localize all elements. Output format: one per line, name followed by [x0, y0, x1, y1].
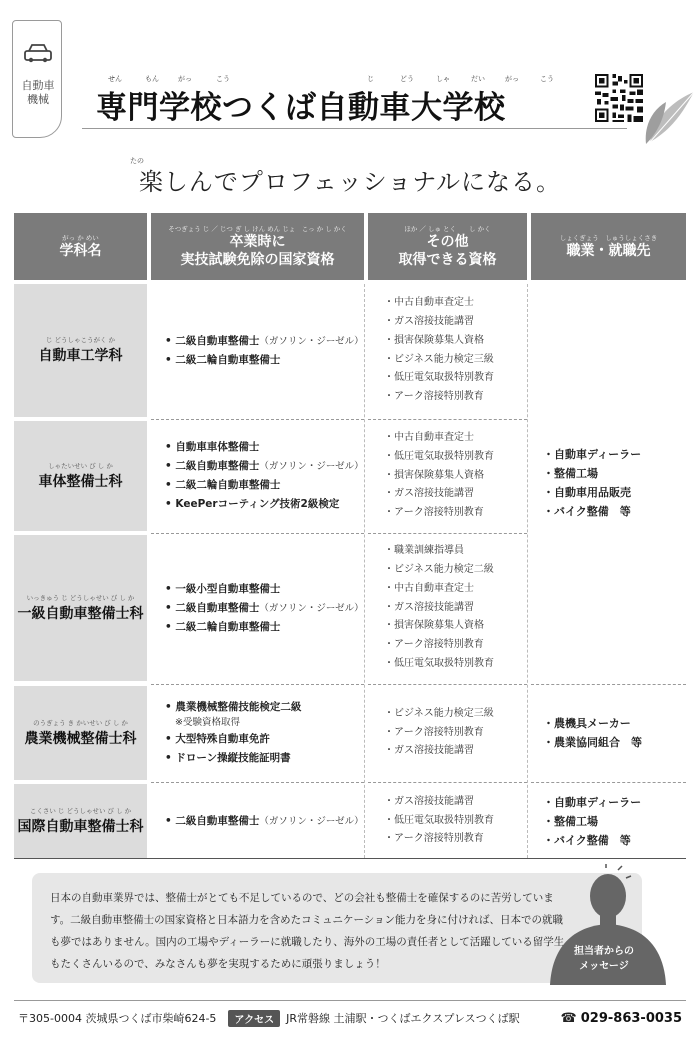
- license-item: • 二級二輪自動車整備士: [165, 620, 281, 633]
- department-name-cell: のうぎょう き かいせい び し か 農業機械整備士科: [14, 686, 147, 780]
- license-item: • 農業機械整備技能検定二級: [165, 700, 302, 713]
- qualification-item: ・ビジネス能力検定三級: [384, 707, 494, 719]
- license-note: ※受験資格取得: [175, 716, 240, 728]
- qualification-item: ・低圧電気取扱特別教育: [384, 450, 494, 462]
- qualification-item: ・職業訓練指導員: [384, 545, 464, 557]
- careers-cell: [531, 686, 686, 780]
- qualification-item: ・損害保険募集人資格: [384, 469, 484, 481]
- exempt-license-cell: [151, 686, 364, 780]
- footer-rule: [14, 1000, 686, 1001]
- license-item: • 二級二輪自動車整備士: [165, 479, 281, 491]
- footer: [18, 1008, 682, 1028]
- career-item: ・バイク整備 等: [543, 504, 631, 518]
- title-ruby: だい: [471, 75, 485, 83]
- careers-cell: [531, 784, 686, 858]
- title-ruby: こう: [216, 75, 230, 83]
- qr-code-icon[interactable]: [595, 74, 643, 122]
- career-item: ・農機具メーカー: [543, 717, 631, 730]
- access-tag: アクセス: [228, 1010, 280, 1027]
- license-item: • 二級自動車整備士（ガソリン・ジーゼル）: [165, 460, 364, 472]
- staff-message-badge: 担当者からの メッセージ: [574, 946, 634, 972]
- career-item: ・自動車ディーラー: [543, 447, 642, 461]
- license-item: • 二級自動車整備士（ガソリン・ジーゼル）: [165, 334, 364, 347]
- column-header-careers: しょくぎょう しゅうしょくさき 職業・就職先: [531, 213, 686, 280]
- title-ruby: もん: [145, 75, 159, 83]
- qualification-item: ・ガス溶接技能講習: [384, 315, 474, 327]
- title-ruby: こう: [540, 75, 554, 83]
- license-item: • 二級二輪自動車整備士: [165, 353, 281, 366]
- qualification-item: ・損害保険募集人資格: [384, 334, 484, 346]
- row-divider: [531, 782, 686, 783]
- career-item: ・自動車ディーラー: [543, 795, 642, 809]
- title-ruby: どう: [400, 75, 414, 83]
- career-item: ・整備工場: [543, 466, 598, 480]
- qualification-item: ・ビジネス能力検定三級: [384, 353, 494, 365]
- leaf-decoration-icon: [640, 80, 698, 148]
- qualification-item: ・ガス溶接技能講習: [384, 601, 474, 613]
- license-item: • 二級自動車整備士（ガソリン・ジーゼル）: [165, 814, 364, 827]
- row-divider: [151, 782, 364, 783]
- table-bottom-rule: [14, 858, 686, 859]
- car-icon: [23, 43, 53, 63]
- category-badge: [12, 20, 62, 138]
- department-name-cell: こくさい じ どうしゃせい び し か 国際自動車整備士科: [14, 784, 147, 858]
- career-item: ・自動車用品販売: [543, 485, 631, 499]
- row-divider: [368, 684, 527, 685]
- career-item: ・整備工場: [543, 814, 598, 828]
- phone-icon: ☎: [560, 1010, 577, 1026]
- qualification-item: ・アーク溶接特別教育: [384, 639, 484, 651]
- qualification-item: ・低圧電気取扱特別教育: [384, 814, 494, 826]
- category-label: 自動車 機械: [21, 79, 55, 106]
- qualification-item: ・低圧電気取扱特別教育: [384, 657, 494, 669]
- title-ruby: しゃ: [436, 75, 450, 83]
- table-row: [14, 784, 686, 858]
- phone-number[interactable]: 029-863-0035: [580, 1010, 682, 1026]
- qualification-item: ・ガス溶接技能講習: [384, 488, 474, 500]
- license-item: • 大型特殊自動車免許: [165, 732, 270, 745]
- title-ruby: がっ: [178, 75, 192, 83]
- table-row: [14, 535, 686, 681]
- subtitle-ruby: たの: [130, 157, 144, 165]
- qualification-item: ・低圧電気取扱特別教育: [384, 372, 494, 384]
- qualification-item: ・ビジネス能力検定二級: [384, 564, 494, 575]
- page-title: 専門学校つくば自動車大学校: [96, 90, 506, 126]
- staff-message-text: 日本の自動車業界では、整備士がとても不足しているので、どの会社も整備士を確保するのに苦労しています。二級自動車整備士の国家資格と日本語力を含めたコミュニケーション能力を身に付ければ、日本での就職も夢ではありません。国内の工場やディーラーに就職したり、海外の工場の責任者として活躍している留学生もたくさんいるので、みなさんも夢を実現するために頑張りましょう！: [50, 892, 565, 970]
- career-item: ・バイク整備 等: [543, 833, 631, 847]
- exempt-license-cell: [151, 784, 364, 858]
- department-name-cell: いっきゅう じ どうしゃせい び し か 一級自動車整備士科: [14, 535, 147, 681]
- other-qualifications-cell: [368, 686, 527, 780]
- table-row: [14, 686, 686, 780]
- other-qualifications-cell: [368, 535, 527, 681]
- department-name-cell: しゃたいせい び し か 車体整備士科: [14, 421, 147, 531]
- column-header-department: がっ か めい 学科名: [14, 213, 147, 280]
- qualification-item: ・中古自動車査定士: [384, 432, 474, 443]
- qualification-item: ・ガス溶接技能講習: [384, 795, 474, 807]
- row-divider: [151, 684, 364, 685]
- career-item: ・農業協同組合 等: [543, 736, 642, 749]
- header: [0, 0, 700, 150]
- qualification-item: ・アーク溶接特別教育: [384, 391, 484, 403]
- department-name-cell: じ どうしゃこうがく か 自動車工学科: [14, 284, 147, 417]
- license-item: • 自動車車体整備士: [165, 441, 260, 453]
- row-divider: [368, 782, 527, 783]
- license-item: • 一級小型自動車整備士: [165, 582, 281, 595]
- title-ruby: じ: [367, 75, 374, 83]
- qualification-item: ・アーク溶接特別教育: [384, 507, 484, 519]
- qualification-item: ・中古自動車査定士: [384, 582, 474, 594]
- subtitle: 楽しんでプロフェッショナルになる。: [138, 168, 562, 196]
- qualification-item: ・中古自動車査定士: [384, 297, 474, 309]
- license-item: • KeePerコーティング技術2級検定: [165, 498, 340, 510]
- license-item: • ドローン操縦技能証明書: [165, 751, 291, 764]
- title-ruby: せん: [108, 75, 122, 83]
- qualification-item: ・損害保険募集人資格: [384, 620, 484, 632]
- row-divider: [531, 684, 686, 685]
- title-ruby: がっ: [505, 75, 519, 83]
- qualification-item: ・アーク溶接特別教育: [384, 833, 484, 845]
- license-item: • 二級自動車整備士（ガソリン・ジーゼル）: [165, 601, 364, 614]
- column-header-other-qualifications: ほか ／ しゅ とく し かく その他 取得できる資格: [368, 213, 527, 280]
- column-header-exempt-license: そつぎょう じ ／ じつ ぎ し けん めん じょ こっ か し かく 卒業時に 実技試験免除の国家資格: [151, 213, 364, 280]
- qualification-item: ・アーク溶接特別教育: [384, 726, 484, 738]
- other-qualifications-cell: [368, 784, 527, 858]
- title-underline: [82, 128, 627, 129]
- access-text: JR常磐線 土浦駅・つくばエクスプレスつくば駅: [286, 1012, 520, 1025]
- address-text: 〒305-0004 茨城県つくば市柴崎624-5: [18, 1012, 217, 1025]
- qualification-item: ・ガス溶接技能講習: [384, 745, 474, 757]
- exempt-license-cell: [151, 535, 364, 681]
